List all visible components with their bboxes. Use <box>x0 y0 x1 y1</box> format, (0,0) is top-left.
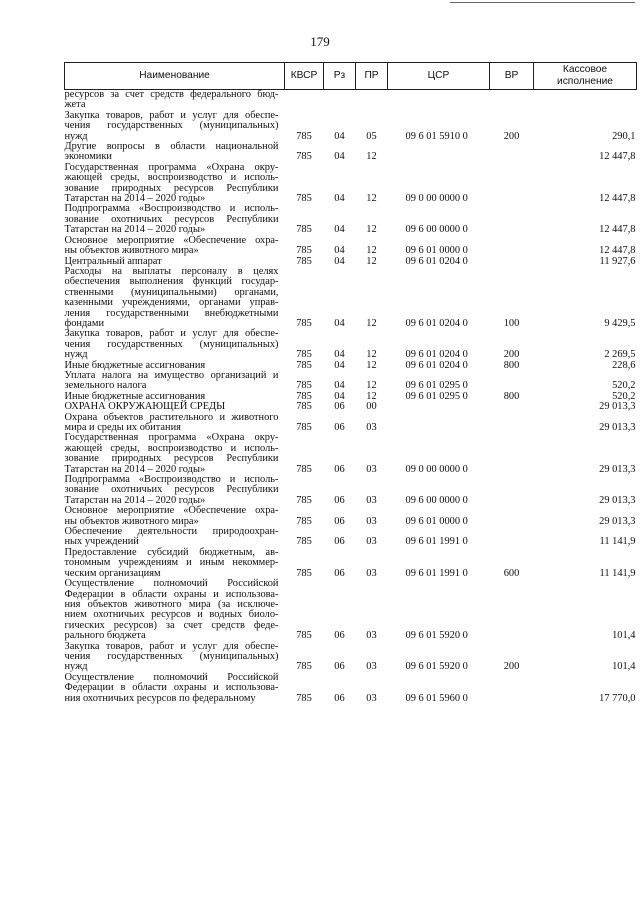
row-name-line: ресурсов за счет средств федерального бюд- <box>64 89 279 100</box>
row-pr <box>356 90 388 111</box>
row-rz: 06 <box>334 401 345 413</box>
row-name-line: нужд <box>64 130 88 142</box>
header-kvsr: КВСР <box>285 63 324 90</box>
row-sum: 29 013,3 <box>599 463 636 475</box>
top-rule <box>450 2 635 3</box>
row-rz: 04 <box>334 245 345 257</box>
table-row <box>65 642 637 673</box>
row-rz: 04 <box>334 130 345 142</box>
row-pr: 12 <box>366 193 377 205</box>
row-pr: 03 <box>366 536 377 548</box>
row-name-line: Закупка товаров, работ и услуг для обеспе- <box>64 640 279 652</box>
row-name-line: ческим организациям <box>64 567 161 579</box>
row-name-line: Иные бюджетные ассигнования <box>64 390 206 402</box>
row-rz: 04 <box>334 255 345 267</box>
row-name-line: Закупка товаров, работ и услуг для обеспе- <box>64 328 279 340</box>
row-pr: 12 <box>366 359 377 371</box>
row-sum: 11 141,9 <box>599 567 636 579</box>
row-name <box>65 90 285 111</box>
table-row <box>65 433 637 475</box>
row-kvsr: 785 <box>296 224 312 236</box>
row-name-line: гических ресурсов) за счет средств феде- <box>64 619 279 631</box>
row-name-line: фондами <box>64 317 105 329</box>
row-kvsr: 785 <box>296 380 312 392</box>
row-vr <box>490 506 534 527</box>
row-name-line: земельного налога <box>64 380 147 392</box>
row-name-line: казенными учреждениями, органами управ- <box>64 297 279 309</box>
row-name-line: Обеспечение деятельности природоохран- <box>64 526 279 538</box>
row-vr: 200 <box>503 349 520 361</box>
row-name-line: обеспечения выполнения функций государ- <box>64 276 279 288</box>
table-row <box>65 413 637 434</box>
row-pr: 12 <box>366 224 377 236</box>
row-vr <box>490 90 534 111</box>
row-rz: 06 <box>334 630 345 642</box>
row-kvsr: 785 <box>296 245 312 257</box>
row-vr <box>490 527 534 548</box>
row-sum: 520,2 <box>612 390 636 402</box>
row-pr: 12 <box>366 380 377 392</box>
row-name <box>65 329 285 360</box>
row-kvsr: 785 <box>296 536 312 548</box>
row-rz: 04 <box>334 359 345 371</box>
row-name-line: ны объектов животного мира» <box>64 245 199 257</box>
row-vr: 800 <box>503 390 520 402</box>
row-name-line: Татарстан на 2014 – 2020 годы» <box>64 494 206 506</box>
row-name <box>65 163 285 205</box>
row-rz: 06 <box>334 463 345 475</box>
row-rz: 06 <box>334 515 345 527</box>
row-csr: 09 6 01 0204 0 <box>405 349 468 361</box>
row-vr: 600 <box>503 567 520 579</box>
row-name-line: ственными (муниципальными) органами, <box>64 286 279 298</box>
table-row <box>65 329 637 360</box>
row-pr: 12 <box>366 245 377 257</box>
row-name <box>65 548 285 579</box>
row-vr <box>490 142 534 163</box>
row-name-line: чения государственных (муниципальных) <box>64 338 279 350</box>
row-name-line: зование охотничьих ресурсов Республики <box>64 484 279 496</box>
row-name-line: экономики <box>64 151 112 163</box>
table-row <box>65 90 637 111</box>
row-csr: 09 6 00 0000 0 <box>405 224 468 236</box>
row-name-line: нием охотничьих ресурсов и водных биоло- <box>64 609 279 621</box>
row-name-line: нужд <box>64 349 88 361</box>
row-vr <box>490 163 534 205</box>
row-name-line: жета <box>64 99 86 111</box>
row-name <box>65 111 285 142</box>
row-pr: 12 <box>366 317 377 329</box>
row-vr <box>490 579 534 641</box>
row-vr <box>490 257 534 267</box>
row-csr: 09 0 00 0000 0 <box>405 193 468 205</box>
row-csr: 09 6 01 0000 0 <box>405 245 468 257</box>
row-name-line: ния объектов животного мира (за исключе- <box>64 598 279 610</box>
row-name <box>65 433 285 475</box>
row-vr <box>490 673 534 704</box>
row-name-line: Иные бюджетные ассигнования <box>64 359 206 371</box>
row-sum: 29 013,3 <box>599 494 636 506</box>
table-row <box>65 267 637 329</box>
row-sum: 11 141,9 <box>599 536 636 548</box>
row-sum <box>534 90 637 111</box>
row-kvsr: 785 <box>296 494 312 506</box>
row-rz: 04 <box>334 193 345 205</box>
table-row <box>65 475 637 506</box>
row-rz: 06 <box>334 567 345 579</box>
row-vr <box>490 204 534 235</box>
row-rz: 06 <box>334 422 345 433</box>
row-rz: 06 <box>334 692 345 704</box>
row-rz: 04 <box>334 224 345 236</box>
row-pr: 03 <box>366 630 377 642</box>
row-pr: 03 <box>366 661 377 673</box>
row-name-line: Охрана объектов растительного и животного <box>64 411 279 423</box>
row-name-line: Центральный аппарат <box>64 255 162 267</box>
row-name-line: ОХРАНА ОКРУЖАЮЩЕЙ СРЕДЫ <box>64 401 226 413</box>
row-name-line: Основное мероприятие «Обеспечение охра- <box>64 505 279 517</box>
row-name <box>65 673 285 704</box>
row-sum: 520,2 <box>612 380 636 392</box>
row-csr: 09 6 01 1991 0 <box>405 567 468 579</box>
row-name-line: Федерации в области охраны и использова- <box>64 682 279 694</box>
row-csr: 09 6 00 0000 0 <box>405 494 468 506</box>
row-kvsr: 785 <box>296 422 312 433</box>
row-sum: 101,4 <box>612 661 636 673</box>
row-pr: 12 <box>366 390 377 402</box>
table-row <box>65 579 637 641</box>
row-sum: 29 013,3 <box>599 422 636 433</box>
row-name <box>65 527 285 548</box>
row-name-line: тономным учреждениям и иным некоммер- <box>64 557 279 569</box>
row-name-line: Закупка товаров, работ и услуг для обеспе- <box>64 109 279 121</box>
row-csr: 09 0 00 0000 0 <box>405 463 468 475</box>
row-name-line: Уплата налога на имущество организаций и <box>64 369 279 381</box>
row-kvsr: 785 <box>296 630 312 642</box>
row-name-line: Осуществление полномочий Российской <box>64 671 279 683</box>
row-pr: 03 <box>366 422 377 433</box>
row-pr: 03 <box>366 463 377 475</box>
row-name-line: Татарстан на 2014 – 2020 годы» <box>64 463 206 475</box>
header-csr: ЦСР <box>388 63 490 90</box>
row-kvsr: 785 <box>296 515 312 527</box>
row-pr: 03 <box>366 567 377 579</box>
row-pr: 03 <box>366 692 377 704</box>
row-pr: 05 <box>366 130 377 142</box>
row-sum: 12 447,8 <box>599 224 636 236</box>
row-csr: 09 6 01 0204 0 <box>405 359 468 371</box>
row-name <box>65 506 285 527</box>
row-rz: 04 <box>334 349 345 361</box>
row-rz: 04 <box>334 390 345 402</box>
row-name <box>65 142 285 163</box>
row-vr <box>490 402 534 412</box>
row-pr: 12 <box>366 151 377 163</box>
table-row <box>65 548 637 579</box>
budget-table <box>64 62 637 704</box>
row-name <box>65 413 285 434</box>
header-vr: ВР <box>490 63 534 90</box>
row-name-line: Подпрограмма «Воспроизводство и исполь- <box>64 203 279 215</box>
row-name-line: жающей среды, воспроизводство и исполь- <box>64 172 279 184</box>
row-pr: 03 <box>366 515 377 527</box>
row-name-line: Государственная программа «Охрана окру- <box>64 161 279 173</box>
row-name <box>65 236 285 257</box>
header-name: Наименование <box>65 63 285 90</box>
row-name-line: ния охотничьих ресурсов по федеральному <box>64 692 256 704</box>
row-pr: 12 <box>366 349 377 361</box>
row-vr <box>490 433 534 475</box>
table-header-row <box>65 63 637 90</box>
row-name-line: Татарстан на 2014 – 2020 годы» <box>64 193 206 205</box>
row-name-line: Другие вопросы в области национальной <box>64 141 279 153</box>
table-row <box>65 673 637 704</box>
row-vr: 200 <box>503 130 520 142</box>
row-name-line: ных учреждений <box>64 536 139 548</box>
table-row <box>65 111 637 142</box>
row-name-line: Предоставление субсидий бюджетным, ав- <box>64 546 279 558</box>
row-sum: 12 447,8 <box>599 193 636 205</box>
row-kvsr <box>285 90 324 111</box>
table-row <box>65 142 637 163</box>
table-row <box>65 506 637 527</box>
row-name-line: Расходы на выплаты персоналу в целях <box>64 265 279 277</box>
row-vr: 100 <box>503 317 520 329</box>
row-kvsr: 785 <box>296 661 312 673</box>
row-csr <box>388 413 490 434</box>
row-csr: 09 6 01 0000 0 <box>405 515 468 527</box>
row-name-line: ления государственными внебюджетными <box>64 307 279 319</box>
row-name-line: ны объектов животного мира» <box>64 515 199 527</box>
row-rz: 04 <box>334 317 345 329</box>
page-number: 179 <box>310 34 330 49</box>
row-sum: 9 429,5 <box>604 317 636 329</box>
row-name-line: чения государственных (муниципальных) <box>64 120 279 132</box>
row-name-line: мира и среды их обитания <box>64 422 181 433</box>
row-kvsr: 785 <box>296 151 312 163</box>
row-name-line: рального бюджета <box>64 630 146 642</box>
row-kvsr: 785 <box>296 567 312 579</box>
row-sum: 12 447,8 <box>599 151 636 163</box>
row-rz: 04 <box>334 151 345 163</box>
table-row <box>65 371 637 392</box>
row-csr: 09 6 01 0295 0 <box>405 390 468 402</box>
header-rz: Рз <box>324 63 356 90</box>
row-csr: 09 6 01 0295 0 <box>405 380 468 392</box>
row-name <box>65 579 285 641</box>
row-sum: 12 447,8 <box>599 245 636 257</box>
row-rz <box>324 90 356 111</box>
row-name-line: чения государственных (муниципальных) <box>64 650 279 662</box>
row-pr: 03 <box>366 494 377 506</box>
row-sum: 228,6 <box>612 359 636 371</box>
row-name <box>65 642 285 673</box>
row-name <box>65 267 285 329</box>
row-kvsr: 785 <box>296 349 312 361</box>
row-sum: 29 013,3 <box>599 401 636 413</box>
row-kvsr: 785 <box>296 317 312 329</box>
row-kvsr: 785 <box>296 401 312 413</box>
row-name-line: Государственная программа «Охрана окру- <box>64 432 279 444</box>
row-rz: 06 <box>334 661 345 673</box>
row-kvsr: 785 <box>296 463 312 475</box>
row-vr: 200 <box>503 661 520 673</box>
row-sum: 17 770,0 <box>599 692 636 704</box>
row-name <box>65 204 285 235</box>
row-name-line: нужд <box>64 661 88 673</box>
row-rz: 04 <box>334 380 345 392</box>
row-name-line: зование природных ресурсов Республики <box>64 182 279 194</box>
row-kvsr: 785 <box>296 359 312 371</box>
row-sum: 11 927,6 <box>599 255 636 267</box>
row-rz: 06 <box>334 494 345 506</box>
row-name <box>65 371 285 392</box>
row-vr <box>490 371 534 392</box>
row-kvsr: 785 <box>296 193 312 205</box>
header-sum: Кассовое исполнение <box>534 63 637 90</box>
row-name-line: Подпрограмма «Воспроизводство и исполь- <box>64 474 279 486</box>
row-csr: 09 6 01 5920 0 <box>405 661 468 673</box>
table-row <box>65 527 637 548</box>
row-csr: 09 6 01 1991 0 <box>405 536 468 548</box>
row-kvsr: 785 <box>296 255 312 267</box>
row-csr: 09 6 01 0204 0 <box>405 317 468 329</box>
row-name-line: Федерации в области охраны и использова- <box>64 588 279 600</box>
row-name-line: Основное мероприятие «Обеспечение охра- <box>64 234 279 246</box>
row-csr: 09 6 01 5960 0 <box>405 692 468 704</box>
row-sum: 2 269,5 <box>604 349 636 361</box>
row-name-line: зование охотничьих ресурсов Республики <box>64 213 279 225</box>
table-row <box>65 236 637 257</box>
header-pr: ПР <box>356 63 388 90</box>
row-csr: 09 6 01 0204 0 <box>405 255 468 267</box>
row-name <box>65 475 285 506</box>
row-name-line: жающей среды, воспроизводство и исполь- <box>64 442 279 454</box>
row-csr <box>388 90 490 111</box>
row-pr: 00 <box>366 401 377 413</box>
row-sum: 290,1 <box>612 130 636 142</box>
row-pr: 12 <box>366 255 377 267</box>
row-csr <box>388 142 490 163</box>
table-row <box>65 204 637 235</box>
row-kvsr: 785 <box>296 130 312 142</box>
row-kvsr: 785 <box>296 692 312 704</box>
row-sum: 101,4 <box>612 630 636 642</box>
row-csr: 09 6 01 5920 0 <box>405 630 468 642</box>
row-vr <box>490 475 534 506</box>
row-sum: 29 013,3 <box>599 515 636 527</box>
row-name-line: Осуществление полномочий Российской <box>64 578 279 590</box>
row-vr <box>490 236 534 257</box>
table-row <box>65 163 637 205</box>
row-name-line: Татарстан на 2014 – 2020 годы» <box>64 224 206 236</box>
row-kvsr: 785 <box>296 390 312 402</box>
row-csr <box>388 402 490 412</box>
row-vr: 800 <box>503 359 520 371</box>
row-name-line: зование природных ресурсов Республики <box>64 453 279 465</box>
row-vr <box>490 413 534 434</box>
table-body <box>65 90 637 704</box>
row-csr: 09 6 01 5910 0 <box>405 130 468 142</box>
row-rz: 06 <box>334 536 345 548</box>
